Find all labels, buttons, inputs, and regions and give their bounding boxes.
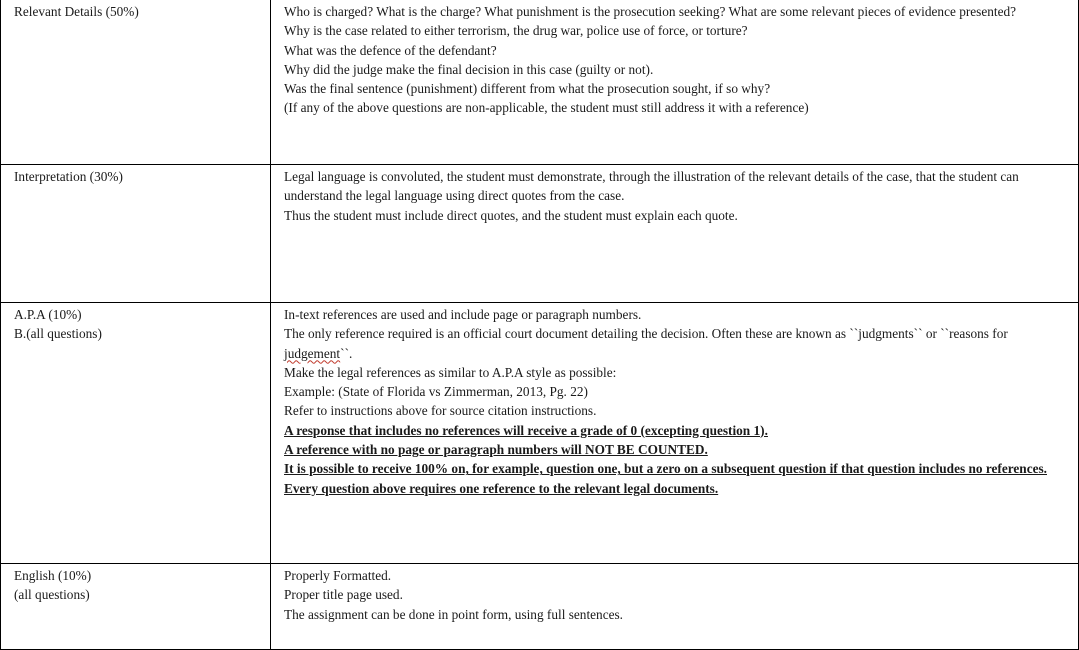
description-line: Why did the judge make the final decision in this case (guilty or not). [284, 61, 654, 77]
criterion-sublabel: (all questions) [14, 587, 90, 603]
table-row [1, 564, 1079, 650]
text-segment: The only reference required is an official court document detailing the decision. Often these are known as ``judgments`` or ``reasons for [284, 326, 1008, 342]
description-cell [271, 303, 1079, 564]
description-line: What was the defence of the defendant? [284, 42, 497, 58]
description-line: (If any of the above questions are non-applicable, the student must still address it with a reference) [284, 100, 809, 116]
description-line: Why is the case related to either terrorism, the drug war, police use of force, or torture? [284, 23, 748, 39]
description-line: Make the legal references as similar to A.P.A style as possible: [284, 364, 617, 380]
emphasis-line: A response that includes no references will receive a grade of 0 (excepting question 1). [284, 422, 768, 438]
description-line: In-text references are used and include page or paragraph numbers. [284, 307, 642, 322]
emphasis-line: Every question above requires one reference to the relevant legal documents. [284, 480, 719, 496]
description-line: Legal language is convoluted, the student must demonstrate, through the illustration of the relevant details of the case, that the student can understand the legal language using direct quotes from the case. [284, 169, 1019, 204]
description-line: Thus the student must include direct quotes, and the student must explain each quote. [284, 207, 738, 223]
description-line: Proper title page used. [284, 587, 403, 603]
description-cell [271, 0, 1079, 165]
description-line [284, 324, 1068, 363]
criterion-cell [1, 564, 271, 650]
criterion-cell [1, 165, 271, 303]
spellcheck-flagged-word: judgement [284, 345, 341, 361]
criterion-label: English (10%) [14, 568, 92, 583]
description-line: Example: (State of Florida vs Zimmerman, 2013, Pg. 22) [284, 384, 588, 400]
criterion-label: Interpretation (30%) [14, 169, 123, 184]
criterion-cell [1, 303, 271, 564]
table-row [1, 0, 1079, 165]
emphasis-line: A reference with no page or paragraph numbers will NOT BE COUNTED. [284, 442, 708, 458]
criterion-cell [1, 0, 271, 165]
description-line: Who is charged? What is the charge? What punishment is the prosecution seeking? What are some relevant pieces of evidence presented? [284, 4, 1017, 19]
table-row [1, 303, 1079, 564]
criterion-label: Relevant Details (50%) [14, 4, 139, 19]
emphasis-line: It is possible to receive 100% on, for example, question one, but a zero on a subsequent question if that question includes no references. [284, 461, 1047, 477]
description-cell [271, 165, 1079, 303]
criterion-label: A.P.A (10%) [14, 307, 82, 322]
description-line: Properly Formatted. [284, 568, 392, 583]
criterion-sublabel: B.(all questions) [14, 326, 102, 342]
text-segment: ``. [340, 345, 353, 361]
description-cell [271, 564, 1079, 650]
description-line: The assignment can be done in point form, using full sentences. [284, 606, 623, 622]
table-row [1, 165, 1079, 303]
description-line: Refer to instructions above for source citation instructions. [284, 403, 597, 419]
description-line: Was the final sentence (punishment) different from what the prosecution sought, if so why? [284, 81, 771, 97]
